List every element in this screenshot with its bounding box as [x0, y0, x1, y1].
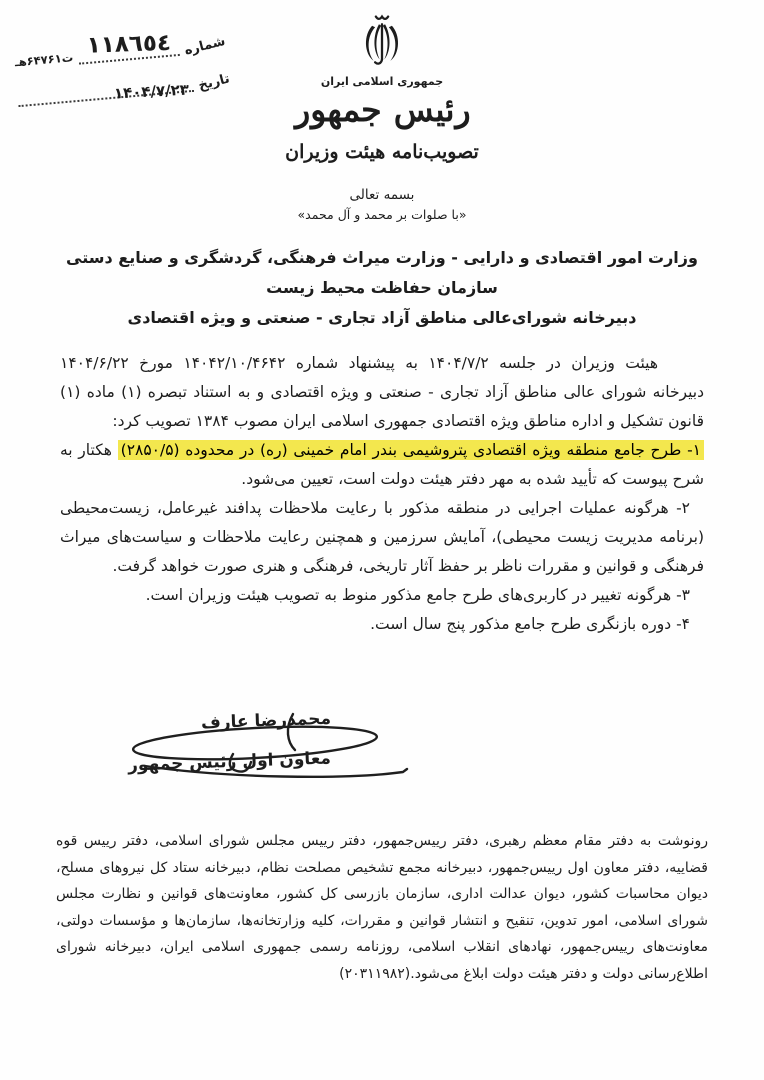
- stamp-date-label: تاریخ: [196, 71, 231, 94]
- highlighted-clause: ۱- طرح جامع منطقه ویژه اقتصادی پتروشیمی بندر امام خمینی (ره) در محدوده (۲۸۵۰/۵): [118, 440, 704, 460]
- signatory-title: معاون اول رئیس جمهور: [127, 748, 332, 776]
- stamp-number-suffix: ت۶۴۷۶۱هـ: [14, 50, 74, 70]
- iran-emblem-icon: [359, 12, 405, 74]
- addressee-line-3: دبیرخانه شورای‌عالی مناطق آزاد تجاری - صنعتی و ویژه اقتصادی: [127, 308, 637, 327]
- document-type-title: تصویب‌نامه هیئت وزیران: [285, 141, 479, 163]
- addressee-line-1: وزارت امور اقتصادی و دارایی - وزارت میراث فرهنگی، گردشگری و صنایع دستی: [66, 248, 698, 267]
- bismillah-text: بسمه تعالی: [349, 187, 415, 203]
- salawat-text: «با صلوات بر محمد و آل محمد»: [297, 207, 467, 222]
- stamp-number-label: شماره: [183, 33, 228, 59]
- signature-block: [85, 698, 475, 798]
- decree-item-1: [60, 436, 704, 494]
- cc-distribution-paragraph: رونوشت به دفتر مقام معظم رهبری، دفتر رییس‌جمهور، دفتر رییس مجلس شورای اسلامی، دفتر رییس قوه قضاییه، دفتر معاون اول رییس‌جمهور، دبیرخانه مجمع تشخیص مصلحت نظام، دبیرخانه ستاد کل نیروهای مسلح، دیوان محاسبات کشور، دیوان عدالت اداری، سازمان بازرسی کل کشور، معاونت‌های قوانین و نظارت مجلس شورای اسلامی، امور تدوین، تنقیح و انتشار قوانین و مقررات، کلیه وزارتخانه‌ها، سازمان‌ها و مؤسسات دولتی، معاونت‌های رییس‌جمهور، نهادهای انقلاب اسلامی، روزنامه رسمی جمهوری اسلامی ایران، دبیرخانه شورای اطلاع‌رسانی دولت و دفتر هیئت دولت ابلاغ می‌شود.(۲۰۳۱۱۹۸۲): [56, 833, 708, 982]
- decree-item-2: ۲- هرگونه عملیات اجرایی در منطقه مذکور با رعایت ملاحظات پدافند غیرعامل، زیست‌محیطی (برنامه مدیریت زیست محیطی)، آمایش سرزمین و همچنین رعایت ملاحظات و سیاست‌های میراث فرهنگی و قوانین و مقررات ناظر بر حفظ آثار تاریخی، فرهنگی و هنری صورت خواهد گرفت.: [60, 499, 704, 575]
- office-title-calligraphy: رئیس جمهور: [292, 90, 472, 129]
- letterhead: [0, 12, 764, 163]
- decree-item-3: ۳- هرگونه تغییر در کاربری‌های طرح جامع مذکور منوط به تصویب هیئت وزیران است.: [145, 586, 690, 604]
- country-name: جمهوری اسلامی ایران: [320, 75, 444, 88]
- addressee-line-2: سازمان حفاظت محیط زیست: [266, 278, 498, 297]
- decree-body: [60, 349, 704, 639]
- signatory-name: محمدرضا عارف: [200, 708, 332, 734]
- decree-preamble: هیئت وزیران در جلسه ۱۴۰۴/۷/۲ به پیشنهاد شماره ۱۴۰۴۲/۱۰/۴۶۴۲ مورخ ۱۴۰۴/۶/۲۲ دبیرخانه شورای عالی مناطق آزاد تجاری - صنعتی و ویژه اقتصادی و به استناد تبصره (۱) ماده (۱) قانون تشکیل و اداره مناطق ویژه اقتصادی جمهوری اسلامی ایران مصوب ۱۳۸۴ تصویب کرد:: [60, 354, 704, 430]
- stamp-number-handwritten: ١١٨٦٥٤: [86, 29, 172, 59]
- decree-item-4: ۴- دوره بازنگری طرح جامع مذکور پنج سال است.: [370, 615, 690, 633]
- invocation: [0, 187, 764, 222]
- addressees-block: [48, 243, 716, 333]
- stamp-date-handwritten: ۱۴۰۴/۷/۲۳: [113, 80, 190, 103]
- decree-item-1-continuation: هکتار به شرح پیوست که تأیید شده به مهر دفتر هیئت دولت است، تعیین می‌شود.: [60, 441, 704, 488]
